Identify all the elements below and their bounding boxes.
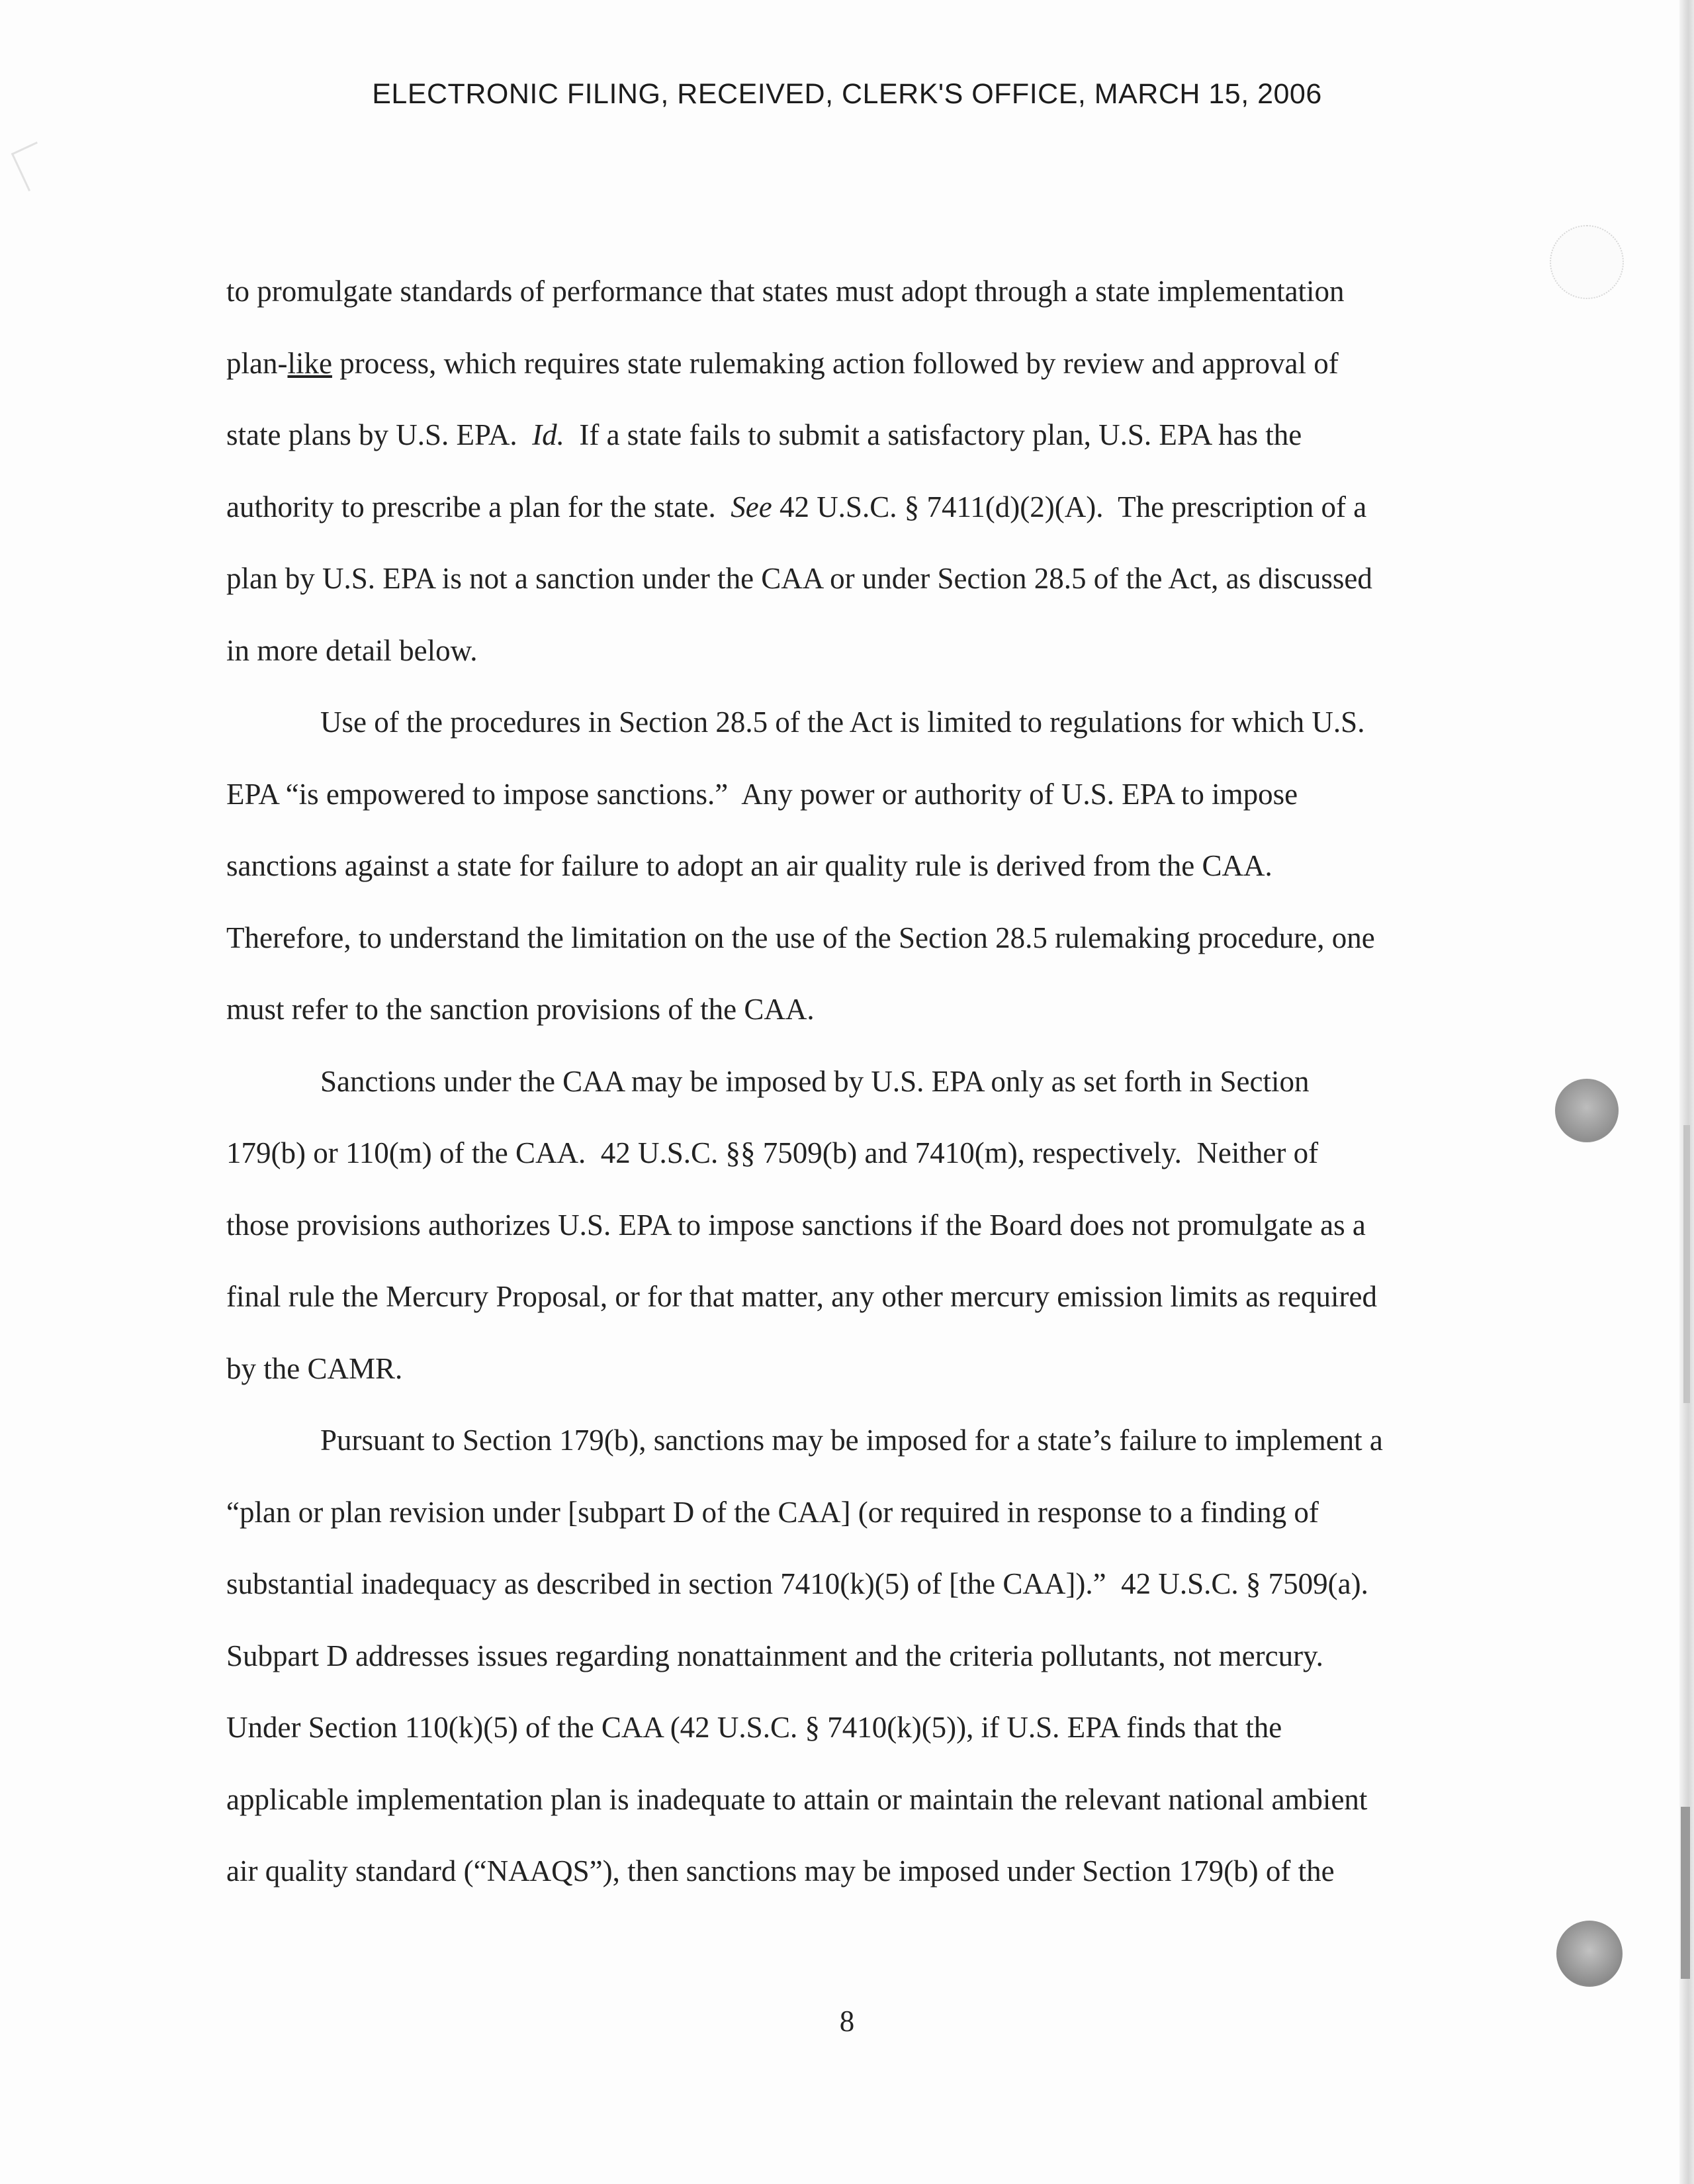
text-line: 179(b) or 110(m) of the CAA. 42 U.S.C. §§ 7509(b) and 7410(m), respectively. Neither of xyxy=(226,1136,1319,1169)
text-span: If a state fails to submit a satisfactory plan, U.S. EPA has the xyxy=(564,418,1302,451)
scan-edge-shadow xyxy=(1681,1807,1690,1979)
paragraph-first-line: Use of the procedures in Section 28.5 of the Act is limited to regulations for which U.S. xyxy=(320,705,1365,739)
text-line: “plan or plan revision under [subpart D of the CAA] (or required in response to a finding of xyxy=(226,1495,1319,1529)
body-text xyxy=(226,255,1450,1907)
text-line: sanctions against a state for failure to adopt an air quality rule is derived from the CAA. xyxy=(226,849,1272,882)
italic-citation: Id. xyxy=(532,418,564,451)
filing-header: ELECTRONIC FILING, RECEIVED, CLERK'S OFFICE, MARCH 15, 2006 xyxy=(372,78,1322,110)
punch-hole xyxy=(1550,225,1624,299)
punch-hole xyxy=(1556,1921,1623,1987)
text-line: substantial inadequacy as described in section 7410(k)(5) of [the CAA]).” 42 U.S.C. § 7509(a). xyxy=(226,1567,1368,1600)
text-span: plan- xyxy=(226,346,288,380)
text-line: applicable implementation plan is inadequate to attain or maintain the relevant national ambient xyxy=(226,1782,1368,1816)
text-line xyxy=(226,328,1450,400)
text-line: must refer to the sanction provisions of the CAA. xyxy=(226,993,815,1026)
text-line xyxy=(226,471,1450,543)
scan-mark xyxy=(11,142,55,191)
text-line: Under Section 110(k)(5) of the CAA (42 U.S.C. § 7410(k)(5)), if U.S. EPA finds that the xyxy=(226,1711,1282,1744)
text-span: 42 U.S.C. § 7411(d)(2)(A). The prescription of a xyxy=(772,490,1367,523)
text-line: Therefore, to understand the limitation on the use of the Section 28.5 rulemaking procedure, one xyxy=(226,921,1375,954)
scan-edge-shadow xyxy=(1683,1125,1690,1403)
text-span: state plans by U.S. EPA. xyxy=(226,418,533,451)
text-line xyxy=(226,399,1450,471)
page-number: 8 xyxy=(839,2005,855,2038)
italic-signal: See xyxy=(731,490,772,523)
punch-hole xyxy=(1555,1079,1619,1142)
text-line: by the CAMR. xyxy=(226,1351,403,1385)
text-line: plan by U.S. EPA is not a sanction under the CAA or under Section 28.5 of the Act, as discussed xyxy=(226,562,1372,595)
text-line: to promulgate standards of performance that states must adopt through a state implementation xyxy=(226,275,1345,308)
text-span: authority to prescribe a plan for the state. xyxy=(226,490,731,523)
paragraph-first-line: Sanctions under the CAA may be imposed by U.S. EPA only as set forth in Section xyxy=(320,1064,1310,1098)
text-line: EPA “is empowered to impose sanctions.” Any power or authority of U.S. EPA to impose xyxy=(226,777,1298,811)
text-line: in more detail below. xyxy=(226,633,478,667)
text-span: process, which requires state rulemaking action followed by review and approval of xyxy=(332,346,1339,380)
text-line: Subpart D addresses issues regarding nonattainment and the criteria pollutants, not mercury. xyxy=(226,1639,1323,1672)
text-line: final rule the Mercury Proposal, or for that matter, any other mercury emission limits as required xyxy=(226,1280,1377,1313)
text-line: those provisions authorizes U.S. EPA to impose sanctions if the Board does not promulgate as a xyxy=(226,1208,1366,1242)
text-line: air quality standard (“NAAQS”), then sanctions may be imposed under Section 179(b) of the xyxy=(226,1854,1335,1888)
paragraph-first-line: Pursuant to Section 179(b), sanctions may be imposed for a state’s failure to implement a xyxy=(320,1424,1383,1457)
underlined-word: like xyxy=(287,346,332,380)
